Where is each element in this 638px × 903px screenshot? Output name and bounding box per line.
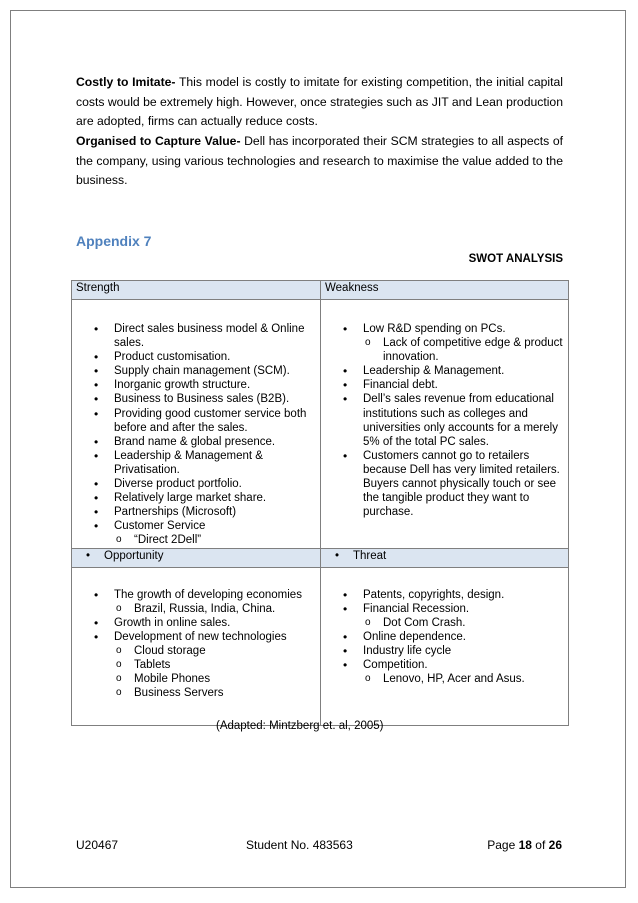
list-item: [321, 644, 568, 658]
sub-list-item: o Tablets: [114, 658, 320, 672]
list-item-text: Leadership & Management & Privatisation.: [114, 449, 263, 476]
list-item-text: Development of new technologies: [114, 630, 287, 643]
sub-list: [363, 336, 568, 364]
list-item-text: Growth in online sales.: [114, 616, 231, 629]
list-item: [72, 449, 320, 477]
list-item-text: Low R&D spending on PCs.: [363, 323, 506, 335]
list-item: [72, 392, 320, 406]
swot-row-sw: [72, 300, 569, 549]
sub-list-item: o Mobile Phones: [114, 672, 320, 686]
list-item: [321, 449, 568, 519]
list-item: [321, 630, 568, 644]
opportunity-label: Opportunity: [104, 549, 164, 562]
paragraph-lead: Organised to Capture Value-: [76, 134, 241, 148]
sub-list-item: o “Direct 2Dell”: [114, 533, 320, 547]
weakness-cell: [321, 300, 569, 549]
page-of: of: [531, 838, 549, 852]
list-item: [72, 588, 320, 616]
sub-list: [363, 616, 568, 630]
appendix-heading: Appendix 7: [76, 233, 152, 249]
list-item: [72, 630, 320, 700]
list-item-text: Diverse product portfolio.: [114, 478, 242, 491]
list-item-text: Competition.: [363, 658, 428, 671]
swot-row-ot: [72, 567, 569, 725]
threat-cell: [321, 567, 569, 725]
list-item: [72, 407, 320, 435]
weakness-list: [321, 322, 568, 519]
sub-list-item: o Brazil, Russia, India, China.: [114, 602, 320, 616]
list-item: [321, 602, 568, 630]
sub-list-item: o Lack of competitive edge & product innovation.: [363, 336, 568, 364]
list-item: [321, 378, 568, 392]
strength-list: [72, 322, 320, 548]
sub-list: [114, 602, 320, 616]
list-item: [72, 491, 320, 505]
list-item-text: Financial debt.: [363, 379, 438, 392]
list-item-text: Patents, copyrights, design.: [363, 588, 505, 601]
list-item-text: Online dependence.: [363, 630, 466, 643]
paragraph-text: Dell has incorporated their SCM strategies to all aspects of the company, using various technologies and research to maximise the value added to the business.: [76, 134, 563, 187]
list-item-text: Providing good customer service both before and after the sales.: [114, 407, 307, 434]
list-item: [72, 322, 320, 350]
list-item: [72, 505, 320, 519]
list-item: [72, 477, 320, 491]
paragraph-costly-to-imitate: [76, 73, 563, 132]
list-item: [321, 392, 568, 448]
strength-cell: [72, 300, 321, 549]
sub-list-item: o Cloud storage: [114, 644, 320, 658]
list-item: [72, 616, 320, 630]
bullet-glyph: •: [86, 549, 91, 562]
swot-table: [71, 280, 569, 726]
footer-student-no: Student No. 483563: [246, 838, 353, 852]
list-item-text: Leadership & Management.: [363, 365, 505, 378]
swot-header-row-2: [72, 548, 569, 567]
sub-list: [363, 672, 568, 686]
list-item-text: Customers cannot go to retailers because Dell has very limited retailers. Buyers cannot physically touch or see the tangible product they want to purchase.: [363, 449, 560, 519]
list-item-text: Brand name & global presence.: [114, 435, 276, 448]
threat-header: [321, 548, 569, 567]
list-item: [321, 658, 568, 686]
paragraph-text: This model is costly to imitate for existing competition, the initial capital costs would be extremely high. However, once strategies such as JIT and Lean production are adopted, firms can actually reduce costs.: [76, 75, 563, 128]
list-item: [72, 350, 320, 364]
list-item: [72, 519, 320, 547]
threat-list: [321, 588, 568, 687]
list-item-text: Supply chain management (SCM).: [114, 365, 290, 378]
page-prefix: Page: [487, 838, 519, 852]
swot-header-row: [72, 281, 569, 300]
paragraph-lead: Costly to Imitate-: [76, 75, 176, 89]
threat-label: Threat: [353, 549, 387, 562]
weakness-header: Weakness: [321, 281, 569, 300]
list-item: [321, 588, 568, 602]
page-num: 18: [518, 838, 532, 852]
sub-list-item: o Business Servers: [114, 686, 320, 700]
page-total: 26: [548, 838, 562, 852]
swot-title: SWOT ANALYSIS: [468, 253, 563, 265]
bullet-glyph: •: [335, 549, 340, 562]
list-item-text: Financial Recession.: [363, 602, 470, 615]
list-item-text: Inorganic growth structure.: [114, 379, 251, 392]
list-item: [321, 364, 568, 378]
list-item: [72, 378, 320, 392]
list-item: [72, 435, 320, 449]
list-item: [72, 364, 320, 378]
list-item-text: Product customisation.: [114, 351, 231, 364]
list-item-text: Customer Service: [114, 520, 206, 533]
sub-list: [114, 533, 320, 547]
footer-page-number: [487, 838, 562, 852]
list-item-text: Business to Business sales (B2B).: [114, 393, 290, 406]
list-item-text: Relatively large market share.: [114, 492, 267, 505]
sub-list-item: o Lenovo, HP, Acer and Asus.: [363, 672, 568, 686]
list-item-text: Dell’s sales revenue from educational institutions such as colleges and universities only accounts for a merely 5% of the total PC sales.: [363, 393, 558, 448]
list-item-text: The growth of developing economies: [114, 588, 302, 601]
strength-header: Strength: [72, 281, 321, 300]
source-citation: (Adapted: Mintzberg et. al, 2005): [216, 720, 384, 732]
sub-list: [114, 644, 320, 700]
footer-id: U20467: [76, 838, 119, 852]
paragraph-organised-to-capture-value: [76, 132, 563, 191]
list-item-text: Partnerships (Microsoft): [114, 506, 237, 519]
list-item: [321, 322, 568, 364]
sub-list-item: o Dot Com Crash.: [363, 616, 568, 630]
opportunity-cell: [72, 567, 321, 725]
list-item-text: Industry life cycle: [363, 644, 452, 657]
opportunity-list: [72, 588, 320, 701]
opportunity-header: [72, 548, 321, 567]
list-item-text: Direct sales business model & Online sales.: [114, 323, 305, 350]
